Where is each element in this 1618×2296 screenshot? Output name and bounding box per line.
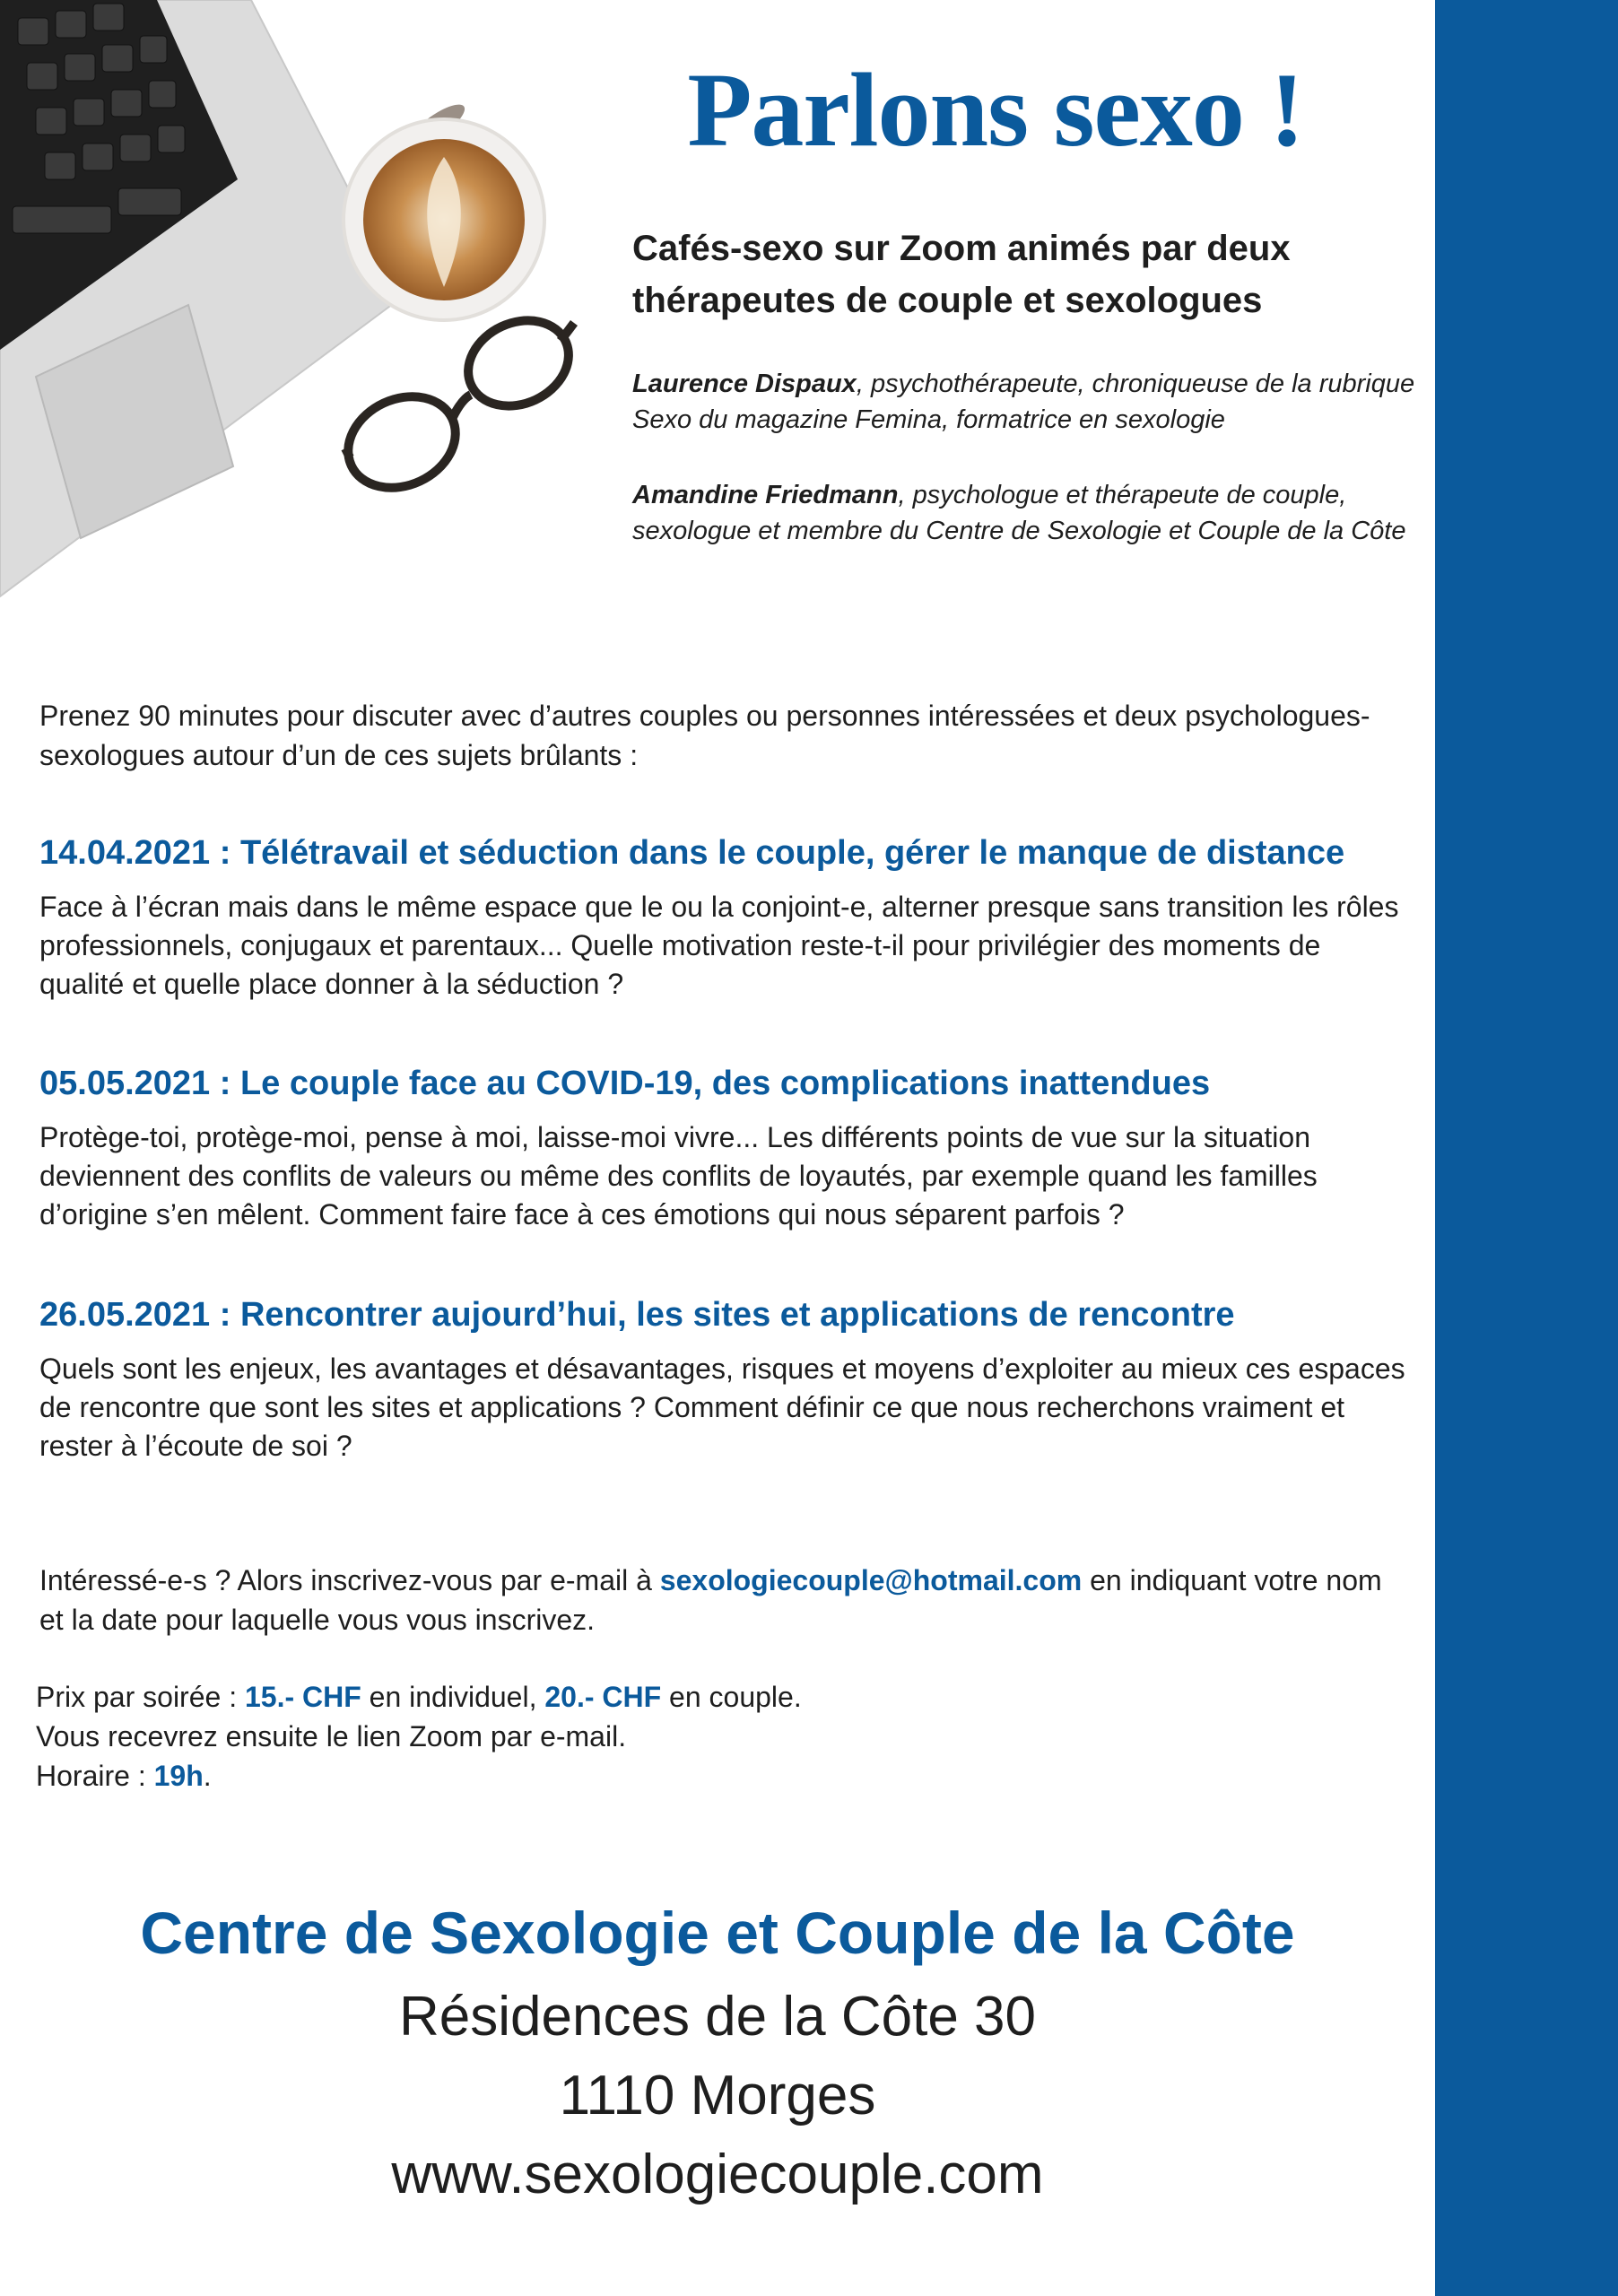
website-link[interactable]: www.sexologiecouple.com bbox=[391, 2144, 1044, 2205]
session-1-title: 14.04.2021 : Télétravail et séduction dans le couple, gérer le manque de distance bbox=[39, 834, 1345, 872]
presenter-2-role: , psychologue et thérapeute de couple, sexologue et membre du Centre de Sexologie et Couple de la Côte bbox=[632, 481, 1406, 545]
presenter-2-name: Amandine Friedmann bbox=[632, 481, 899, 509]
individual-price: 15.- CHF bbox=[244, 1681, 361, 1713]
session-2-text: Protège-toi, protège-moi, pense à moi, laisse-moi vivre... Les différents points de vue sur la situation deviennent des conflits de valeurs ou même des conflits de loyautés, par exemple quand les familles d’origine s’en mêlent. Comment faire face à ces émotions qui nous séparent parfois ? bbox=[39, 1121, 1318, 1231]
center-name: Centre de Sexologie et Couple de la Côte bbox=[140, 1900, 1295, 1966]
session-2-title: 05.05.2021 : Le couple face au COVID-19, des complications inattendues bbox=[39, 1065, 1211, 1102]
session-3-title: 26.05.2021 : Rencontrer aujourd’hui, les sites et applications de rencontre bbox=[39, 1296, 1235, 1334]
address-line-1: Résidences de la Côte 30 bbox=[398, 1986, 1036, 2048]
couple-text: en couple. bbox=[661, 1681, 802, 1713]
price-line bbox=[36, 1677, 1112, 1717]
contact-text-before: Intéressé-e-s ? Alors inscrivez-vous par e-mail à bbox=[39, 1564, 660, 1596]
pricing-block bbox=[36, 1677, 1112, 1796]
page-title: Parlons sexo ! bbox=[687, 51, 1304, 169]
schedule-time: 19h bbox=[153, 1760, 204, 1792]
presenter-1 bbox=[632, 366, 1422, 438]
laptop-coffee-glasses-photo bbox=[0, 0, 583, 610]
schedule-line bbox=[36, 1756, 1112, 1796]
session-2 bbox=[39, 1061, 1412, 1234]
individual-text: en individuel, bbox=[361, 1681, 545, 1713]
session-3 bbox=[39, 1292, 1412, 1465]
contact-paragraph bbox=[39, 1561, 1412, 1639]
blue-side-band bbox=[1435, 0, 1618, 2296]
address-block bbox=[0, 1978, 1435, 2214]
session-1 bbox=[39, 831, 1412, 1004]
session-1-text: Face à l’écran mais dans le même espace que le ou la conjoint-e, alterner presque sans transition les rôles professionnels, conjugaux et parentaux... Quelle motivation reste-t-il pour privilégier des moments de qualité et quelle place donner à la séduction ? bbox=[39, 891, 1399, 1000]
contact-text-after: en indiquant votre nom et la date pour laquelle vous vous inscrivez. bbox=[39, 1564, 1382, 1636]
price-label: Prix par soirée : bbox=[36, 1681, 245, 1713]
presenter-1-role: , psychothérapeute, chroniqueuse de la rubrique Sexo du magazine Femina, formatrice en sexologie bbox=[632, 370, 1415, 434]
intro-text: Prenez 90 minutes pour discuter avec d’autres couples ou personnes intéressées et deux psychologues-sexologues autour d’un de ces sujets brûlants : bbox=[39, 700, 1370, 771]
schedule-label: Horaire : bbox=[36, 1760, 154, 1792]
subtitle bbox=[632, 222, 1422, 326]
zoom-line: Vous recevrez ensuite le lien Zoom par e-mail. bbox=[36, 1720, 627, 1752]
presenter-1-name: Laurence Dispaux bbox=[632, 370, 857, 398]
couple-price: 20.- CHF bbox=[544, 1681, 662, 1713]
presenter-2 bbox=[632, 477, 1422, 549]
subtitle-line-1: Cafés-sexo sur Zoom animés par deux bbox=[632, 229, 1291, 268]
session-3-text: Quels sont les enjeux, les avantages et désavantages, risques et moyens d’exploiter au mieux ces espaces de rencontre que sont les sites et applications ? Comment définir ce que nous recherchons vraiment et rester à l’écoute de soi ? bbox=[39, 1352, 1405, 1462]
subtitle-line-2: thérapeutes de couple et sexologues bbox=[632, 281, 1263, 320]
contact-email-link[interactable]: sexologiecouple@hotmail.com bbox=[659, 1564, 1083, 1596]
address-line-2: 1110 Morges bbox=[559, 2065, 876, 2126]
schedule-end: . bbox=[203, 1760, 212, 1792]
